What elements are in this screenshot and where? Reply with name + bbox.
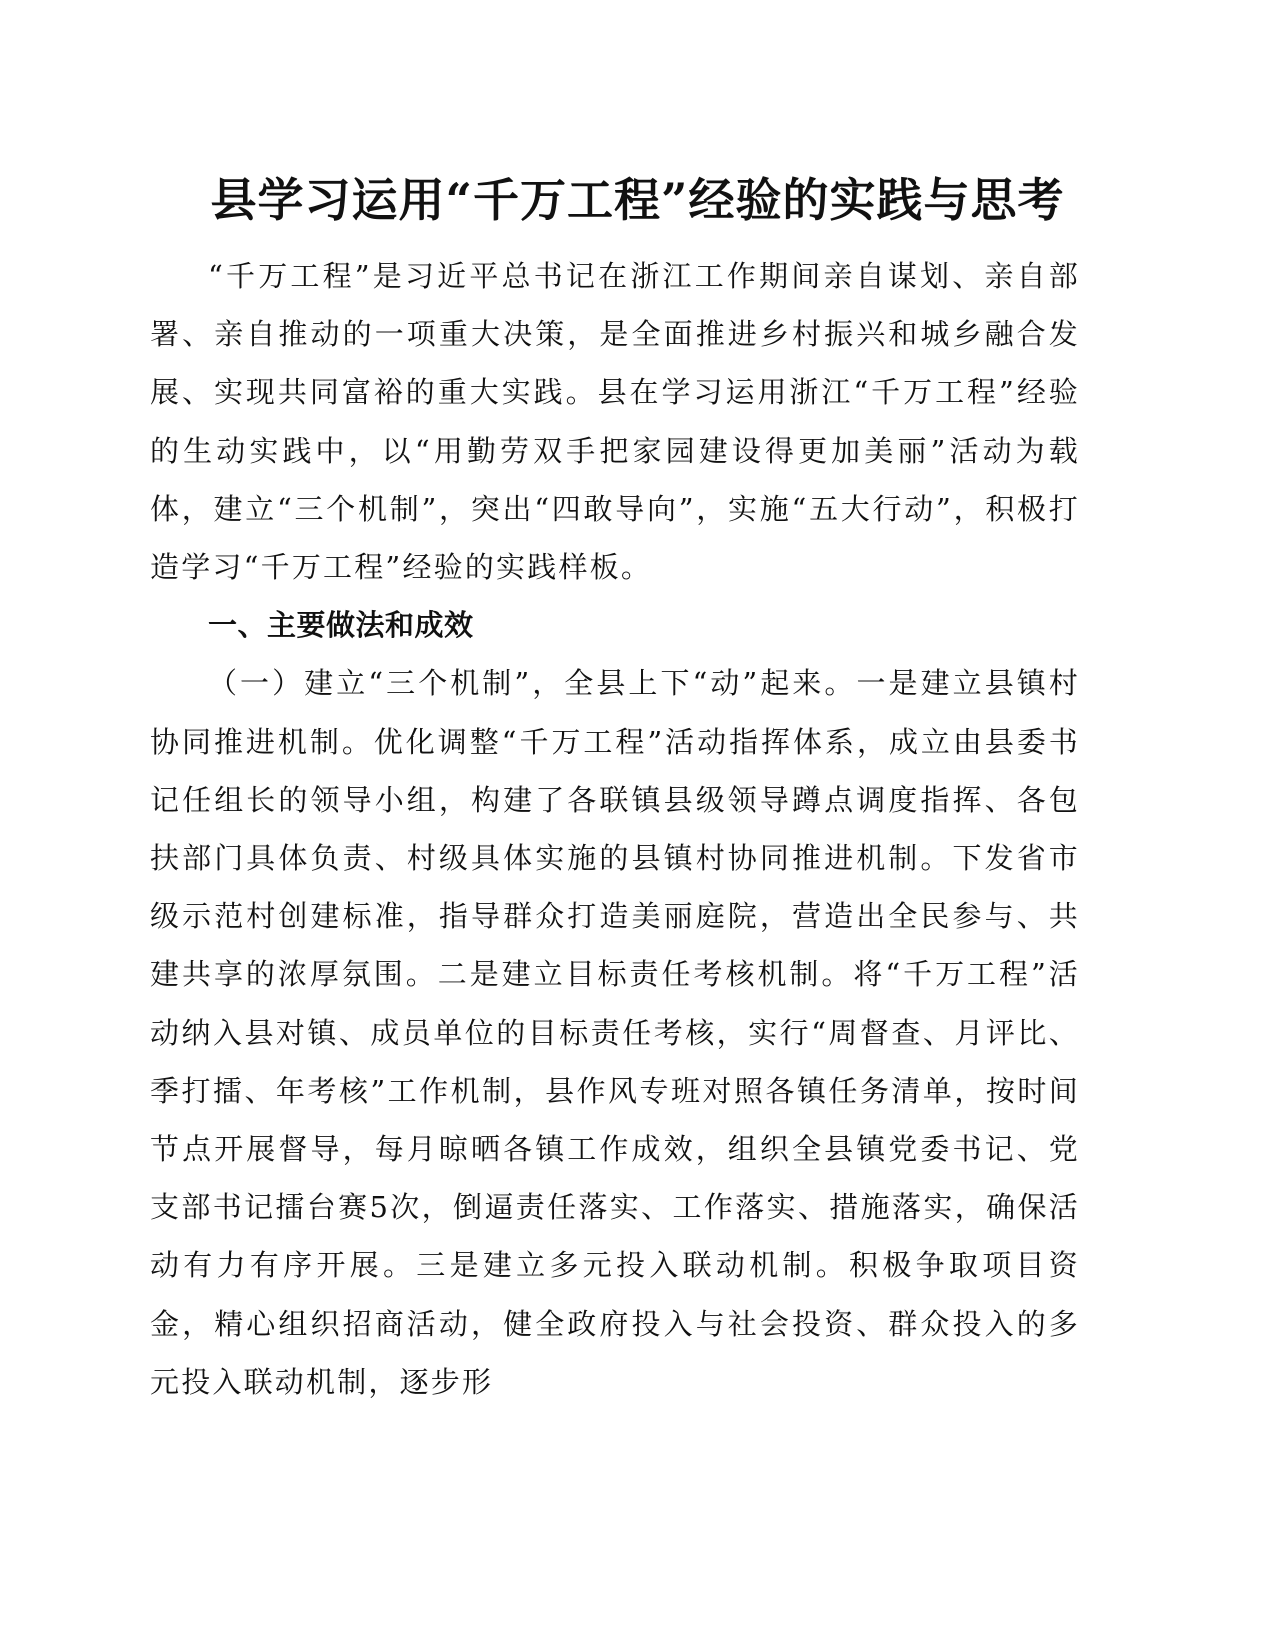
section-heading: 一、主要做法和成效 — [208, 608, 474, 643]
document-body — [150, 247, 1080, 1411]
intro-paragraph: “千万工程”是习近平总书记在浙江工作期间亲自谋划、亲自部署、亲自推动的一项重大决策，是全面推进乡村振兴和城乡融合发展、实现共同富裕的重大实践。县在学习运用浙江“千万工程”经验的生动实践中，以“用勤劳双手把家园建设得更加美丽”活动为载体，建立“三个机制”，突出“四敢导向”，实施“五大行动”，积极打造学习“千万工程”经验的实践样板。 — [150, 259, 1080, 585]
document-title: 县学习运用“千万工程”经验的实践与思考 — [210, 173, 1065, 227]
body-paragraph: （一）建立“三个机制”，全县上下“动”起来。一是建立县镇村协同推进机制。优化调整“千万工程”活动指挥体系，成立由县委书记任组长的领导小组，构建了各联镇县级领导蹲点调度指挥、各包扶部门具体负责、村级具体实施的县镇村协同推进机制。下发省市级示范村创建标准，指导群众打造美丽庭院，营造出全民参与、共建共享的浓厚氛围。二是建立目标责任考核机制。将“千万工程”活动纳入县对镇、成员单位的目标责任考核，实行“周督查、月评比、季打擂、年考核”工作机制，县作风专班对照各镇任务清单，按时间节点开展督导，每月晾晒各镇工作成效，组织全县镇党委书记、党支部书记擂台赛5次，倒逼责任落实、工作落实、措施落实，确保活动有力有序开展。三是建立多元投入联动机制。积极争取项目资金，精心组织招商活动，健全政府投入与社会投资、群众投入的多元投入联动机制，逐步形 — [150, 666, 1080, 1399]
